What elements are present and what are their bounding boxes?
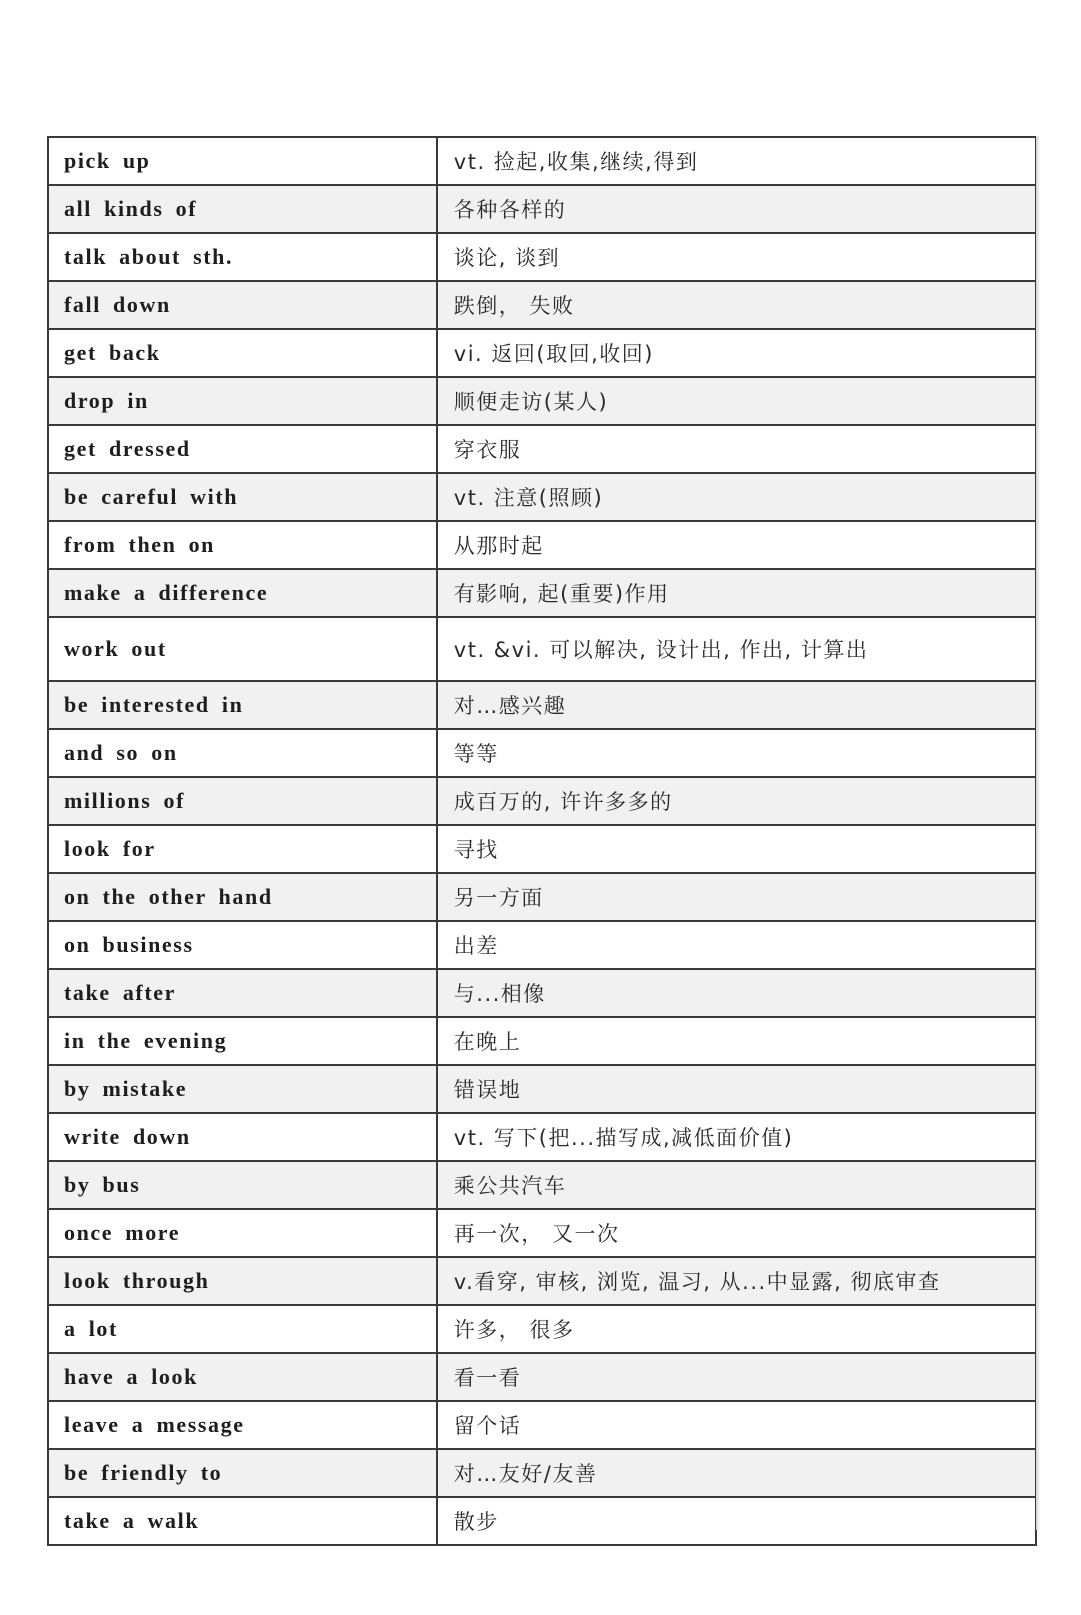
phrase-cell: take after [48,969,437,1017]
phrase-cell: take a walk [48,1497,437,1545]
table-row [48,569,1036,617]
table-row [48,617,1036,681]
table-row [48,921,1036,969]
meaning-cell: 从那时起 [437,521,1036,569]
phrase-cell: talk about sth. [48,233,437,281]
table-row [48,1401,1036,1449]
meaning-cell: vi. 返回(取回,收回) [437,329,1036,377]
table-row [48,185,1036,233]
meaning-cell: 各种各样的 [437,185,1036,233]
table-row [48,521,1036,569]
table-row [48,1257,1036,1305]
table-row [48,729,1036,777]
phrase-cell: pick up [48,137,437,185]
phrase-cell: by mistake [48,1065,437,1113]
phrase-cell: write down [48,1113,437,1161]
table-row [48,473,1036,521]
meaning-cell: 留个话 [437,1401,1036,1449]
table-row [48,1209,1036,1257]
meaning-cell: 散步 [437,1497,1036,1545]
meaning-cell: 再一次， 又一次 [437,1209,1036,1257]
meaning-cell: vt. &vi. 可以解决, 设计出, 作出, 计算出 [437,617,1036,681]
meaning-cell: 有影响, 起(重要)作用 [437,569,1036,617]
meaning-cell: vt. 捡起,收集,继续,得到 [437,137,1036,185]
meaning-cell: 错误地 [437,1065,1036,1113]
table-row [48,137,1036,185]
meaning-cell: 对…感兴趣 [437,681,1036,729]
page-edge-shadow [1036,136,1040,1530]
phrase-cell: look for [48,825,437,873]
table-row [48,1065,1036,1113]
table-row [48,681,1036,729]
table-row [48,1497,1036,1545]
phrase-cell: by bus [48,1161,437,1209]
phrase-cell: leave a message [48,1401,437,1449]
table-row [48,1017,1036,1065]
table-row [48,1161,1036,1209]
phrase-cell: on business [48,921,437,969]
table-row [48,1113,1036,1161]
table-row [48,425,1036,473]
phrase-cell: have a look [48,1353,437,1401]
table-row [48,1305,1036,1353]
phrase-cell: look through [48,1257,437,1305]
table-row [48,825,1036,873]
meaning-cell: 寻找 [437,825,1036,873]
phrase-cell: drop in [48,377,437,425]
phrase-cell: from then on [48,521,437,569]
meaning-cell: vt. 写下(把...描写成,减低面价值) [437,1113,1036,1161]
phrase-cell: be friendly to [48,1449,437,1497]
meaning-cell: 谈论, 谈到 [437,233,1036,281]
meaning-cell: 顺便走访(某人) [437,377,1036,425]
phrase-cell: fall down [48,281,437,329]
meaning-cell: 跌倒， 失败 [437,281,1036,329]
phrase-table [47,136,1037,1546]
table-row [48,281,1036,329]
table-row [48,1449,1036,1497]
meaning-cell: 出差 [437,921,1036,969]
phrase-table-body [48,137,1036,1545]
meaning-cell: 穿衣服 [437,425,1036,473]
table-row [48,233,1036,281]
table-row [48,777,1036,825]
meaning-cell: 看一看 [437,1353,1036,1401]
phrase-cell: once more [48,1209,437,1257]
phrase-cell: be careful with [48,473,437,521]
phrase-cell: work out [48,617,437,681]
table-row [48,969,1036,1017]
phrase-cell: get back [48,329,437,377]
table-row [48,873,1036,921]
phrase-cell: millions of [48,777,437,825]
phrase-cell: all kinds of [48,185,437,233]
meaning-cell: vt. 注意(照顾) [437,473,1036,521]
phrase-cell: a lot [48,1305,437,1353]
phrase-cell: and so on [48,729,437,777]
table-row [48,1353,1036,1401]
meaning-cell: 对…友好/友善 [437,1449,1036,1497]
phrase-cell: on the other hand [48,873,437,921]
meaning-cell: 另一方面 [437,873,1036,921]
table-row [48,329,1036,377]
meaning-cell: 乘公共汽车 [437,1161,1036,1209]
meaning-cell: 等等 [437,729,1036,777]
phrase-cell: be interested in [48,681,437,729]
meaning-cell: 在晚上 [437,1017,1036,1065]
phrase-cell: in the evening [48,1017,437,1065]
meaning-cell: 许多， 很多 [437,1305,1036,1353]
table-row [48,377,1036,425]
meaning-cell: 成百万的, 许许多多的 [437,777,1036,825]
phrase-cell: make a difference [48,569,437,617]
meaning-cell: 与...相像 [437,969,1036,1017]
meaning-cell: v.看穿, 审核, 浏览, 温习, 从...中显露, 彻底审查 [437,1257,1036,1305]
phrase-cell: get dressed [48,425,437,473]
